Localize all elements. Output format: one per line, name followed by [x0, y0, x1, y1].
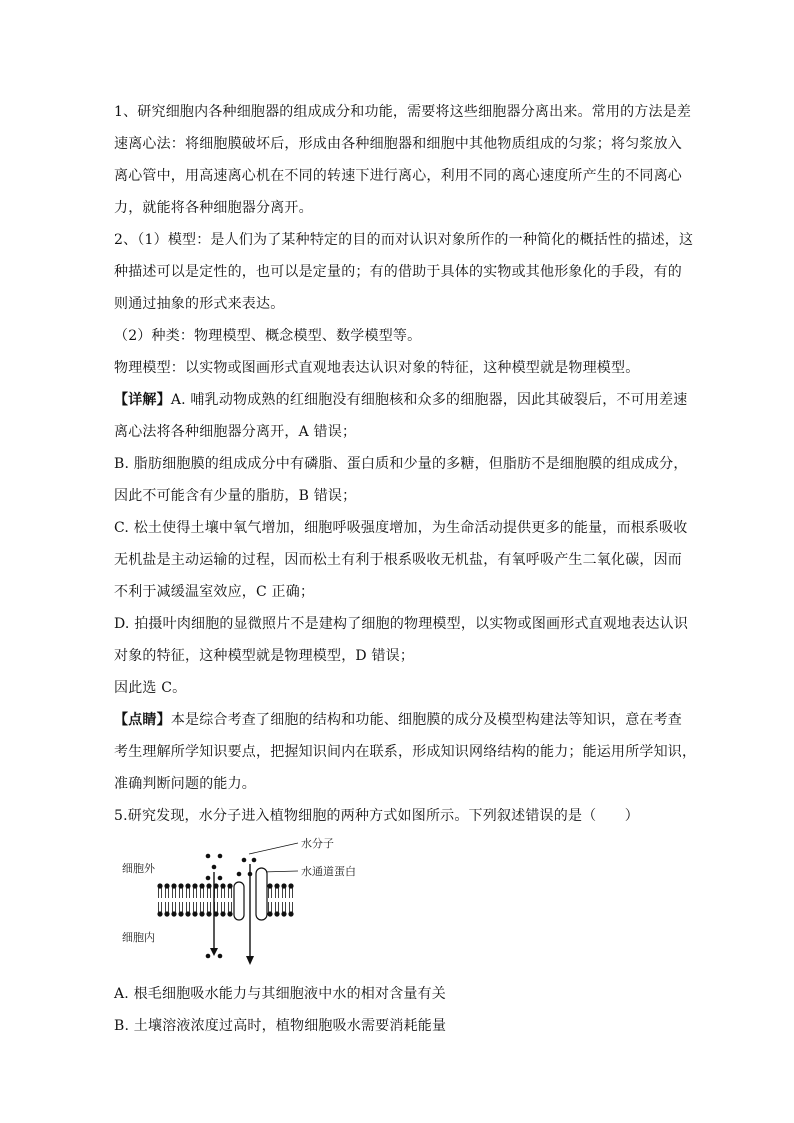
aquaporin-label: 水通道蛋白 — [301, 865, 356, 878]
option-a: A. 根毛细胞吸水能力与其细胞液中水的相对含量有关 — [114, 986, 447, 1002]
bilayer-arrow-head — [210, 948, 218, 956]
paragraph-2-line-1: 2、（1）模型：是人们为了某种特定的目的而对认识对象所作的一种简化的概括性的描述，这 — [114, 232, 694, 248]
detail-a-line-2: 离心法将各种细胞器分离开，A 错误； — [114, 424, 357, 440]
detail-c-line-3: 不利于减缓温室效应，C 正确； — [114, 584, 315, 600]
water-transport-figure — [120, 834, 360, 974]
paragraph-1-line-2: 速离心法：将细胞膜破坏后，形成由各种细胞器和细胞中其他物质组成的匀浆；将匀浆放入 — [114, 136, 682, 152]
question-5-stem: 5.研究发现，水分子进入植物细胞的两种方式如图所示。下列叙述错误的是（ ） — [114, 808, 639, 824]
paragraph-1-line-4: 力，就能将各种细胞器分离开。 — [114, 200, 313, 216]
paragraph-1-line-1: 1、研究细胞内各种细胞器的组成成分和功能，需要将这些细胞器分离出来。常用的方法是差 — [114, 104, 692, 120]
comment-text: 本是综合考查了细胞的结构和功能、细胞膜的成分及模型构建法等知识，意在考查 — [170, 712, 683, 728]
detail-b-line-2: 因此不可能含有少量的脂肪，B 错误； — [114, 488, 357, 504]
detail-a-text: A. 哺乳动物成熟的红细胞没有细胞核和众多的细胞器，因此其破裂后，不可用差速 — [170, 392, 688, 408]
detail-d-line-1: D. 拍摄叶肉细胞的显微照片不是建构了细胞的物理模型，以实物或图画形式直观地表达认识 — [114, 616, 689, 632]
model-types-line: （2）种类：物理模型、概念模型、数学模型等。 — [114, 328, 422, 344]
option-b: B. 土壤溶液浓度过高时，植物细胞吸水需要消耗能量 — [114, 1018, 447, 1034]
water-molecules-channel-path — [237, 858, 257, 877]
conclusion-line: 因此选 C。 — [114, 680, 187, 696]
detail-d-line-2: 对象的特征，这种模型就是物理模型，D 错误； — [114, 648, 415, 664]
detail-b-line-1: B. 脂肪细胞膜的组成成分中有磷脂、蛋白质和少量的多糖，但脂肪不是细胞膜的组成成分， — [114, 456, 688, 472]
detail-tag: 【详解】 — [114, 392, 171, 408]
document-page — [114, 96, 697, 1042]
water-molecule-label: 水分子 — [301, 837, 334, 850]
membrane-diagram — [120, 834, 360, 974]
outside-label: 细胞外 — [122, 862, 155, 875]
comment-tag: 【点睛】 — [114, 712, 171, 728]
paragraph-2-line-3: 则通过抽象的形式来表达。 — [114, 296, 285, 312]
channel-leader-line — [262, 871, 298, 872]
comment-line-3: 准确判断问题的能力。 — [114, 776, 256, 792]
inside-label: 细胞内 — [122, 931, 155, 944]
paragraph-2-line-2: 种描述可以是定性的，也可以是定量的；有的借助于具体的实物或其他形象化的手段，有的 — [114, 264, 682, 280]
channel-arrow-head — [246, 956, 254, 965]
detail-c-line-2: 无机盐是主动运输的过程，因而松土有利于根系吸收无机盐，有氧呼吸产生二氧化碳，因而 — [114, 552, 682, 568]
detail-c-line-1: C. 松土使得土壤中氧气增加，细胞呼吸强度增加，为生命活动提供更多的能量，而根系吸收 — [114, 520, 688, 536]
detail-a-line-1 — [114, 384, 686, 416]
physical-model-line: 物理模型：以实物或图画形式直观地表达认识对象的特征，这种模型就是物理模型。 — [114, 360, 640, 376]
phospholipid-bilayer — [157, 883, 293, 916]
comment-line-2: 考生理解所学知识要点，把握知识间内在联系，形成知识网络结构的能力；能运用所学知识， — [114, 744, 697, 760]
paragraph-1-line-3: 离心管中，用高速离心机在不同的转速下进行离心，利用不同的离心速度所产生的不同离心 — [114, 168, 682, 184]
comment-line-1 — [114, 704, 686, 736]
water-leader-line — [249, 843, 298, 854]
